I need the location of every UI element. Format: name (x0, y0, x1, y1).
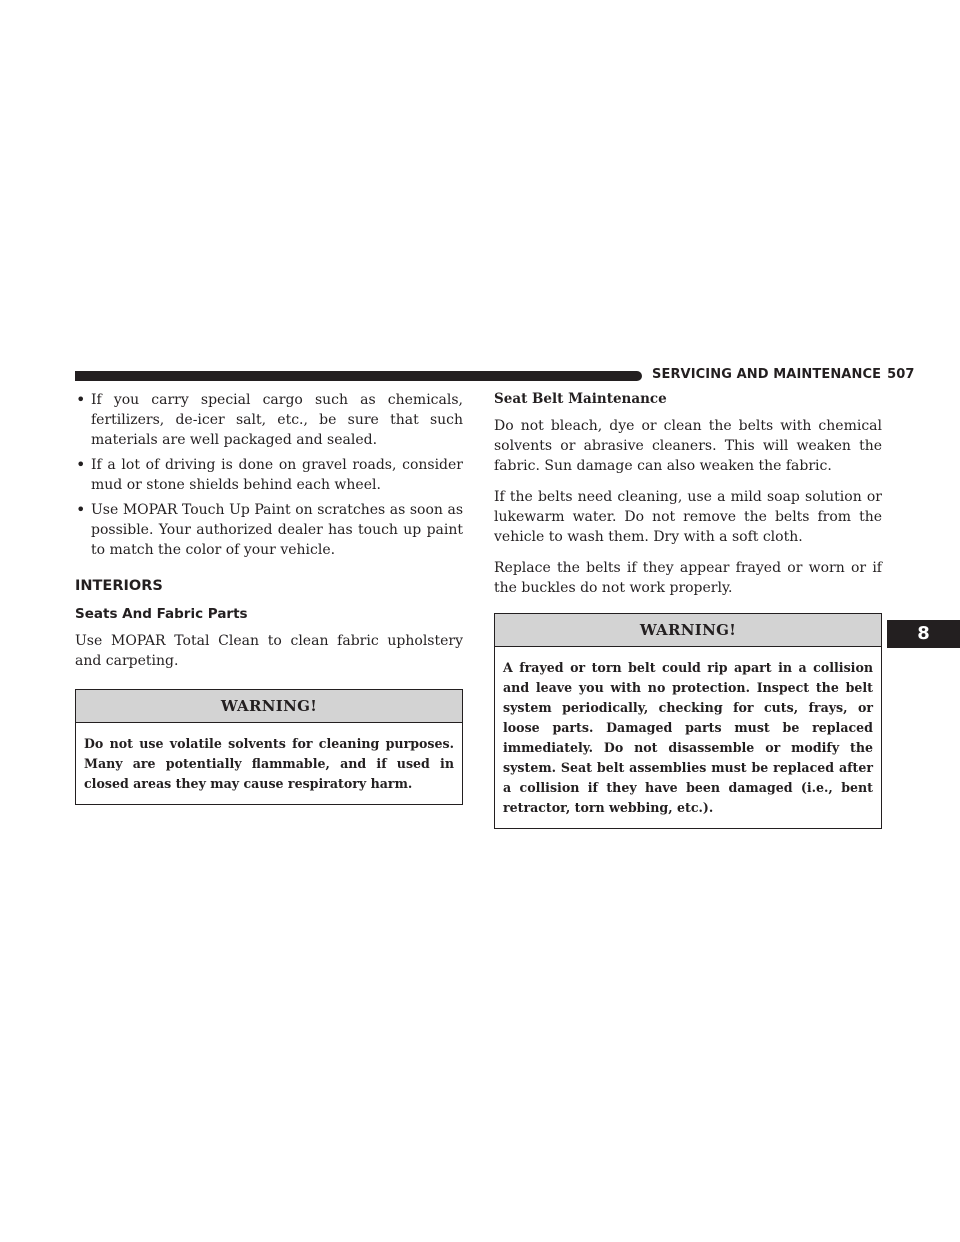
warning-title: WARNING! (495, 614, 881, 647)
body-paragraph: Do not bleach, dye or clean the belts with chemical solvents or abrasive cleaners. This will weaken the fabric. Sun damage can also weaken the fabric. (494, 418, 882, 474)
warning-box (75, 689, 463, 805)
warning-title: WARNING! (76, 690, 462, 723)
body-paragraph: Replace the belts if they appear frayed or worn or if the buckles do not work properly. (494, 560, 882, 596)
section-heading: INTERIORS (75, 578, 163, 594)
list-item (75, 455, 463, 495)
warning-text: Do not use volatile solvents for cleaning purposes. Many are potentially flammable, and if used in closed areas they may cause respiratory harm. (84, 736, 454, 791)
section-heading: Seat Belt Maintenance (494, 391, 667, 407)
body-paragraph: If the belts need cleaning, use a mild soap solution or lukewarm water. Do not remove the belts from the vehicle to wash them. Dry with a soft cloth. (494, 489, 882, 545)
running-header (652, 366, 915, 384)
bullet-icon: • (76, 390, 86, 409)
subsection-heading: Seats And Fabric Parts (75, 606, 248, 622)
bullet-text: If you carry special cargo such as chemicals, fertilizers, de-icer salt, etc., be sure that such materials are well packaged and sealed. (91, 392, 463, 448)
section-title: SERVICING AND MAINTENANCE (652, 367, 882, 382)
header-rule (75, 371, 642, 381)
bullet-icon: • (76, 455, 86, 474)
bullet-text: If a lot of driving is done on gravel roads, consider mud or stone shields behind each wheel. (91, 457, 463, 493)
chapter-tab: 8 (887, 620, 960, 648)
right-column (494, 390, 882, 829)
body-paragraph: Use MOPAR Total Clean to clean fabric upholstery and carpeting. (75, 633, 463, 669)
page-number: 507 (887, 367, 915, 382)
bullet-icon: • (76, 500, 86, 519)
list-item (75, 390, 463, 450)
warning-text: A frayed or torn belt could rip apart in a collision and leave you with no protection. Inspect the belt system periodically, checking for cuts, frays, or loose parts. Damaged parts must be replaced immediately. Do not disassemble or modify the system. Seat belt assemblies must be replaced after a collision if they have been damaged (i.e., bent retractor, torn webbing, etc.). (503, 660, 873, 815)
left-column (75, 390, 463, 805)
warning-box (494, 613, 882, 829)
list-item (75, 500, 463, 560)
bullet-text: Use MOPAR Touch Up Paint on scratches as soon as possible. Your authorized dealer has touch up paint to match the color of your vehicle. (91, 502, 463, 558)
